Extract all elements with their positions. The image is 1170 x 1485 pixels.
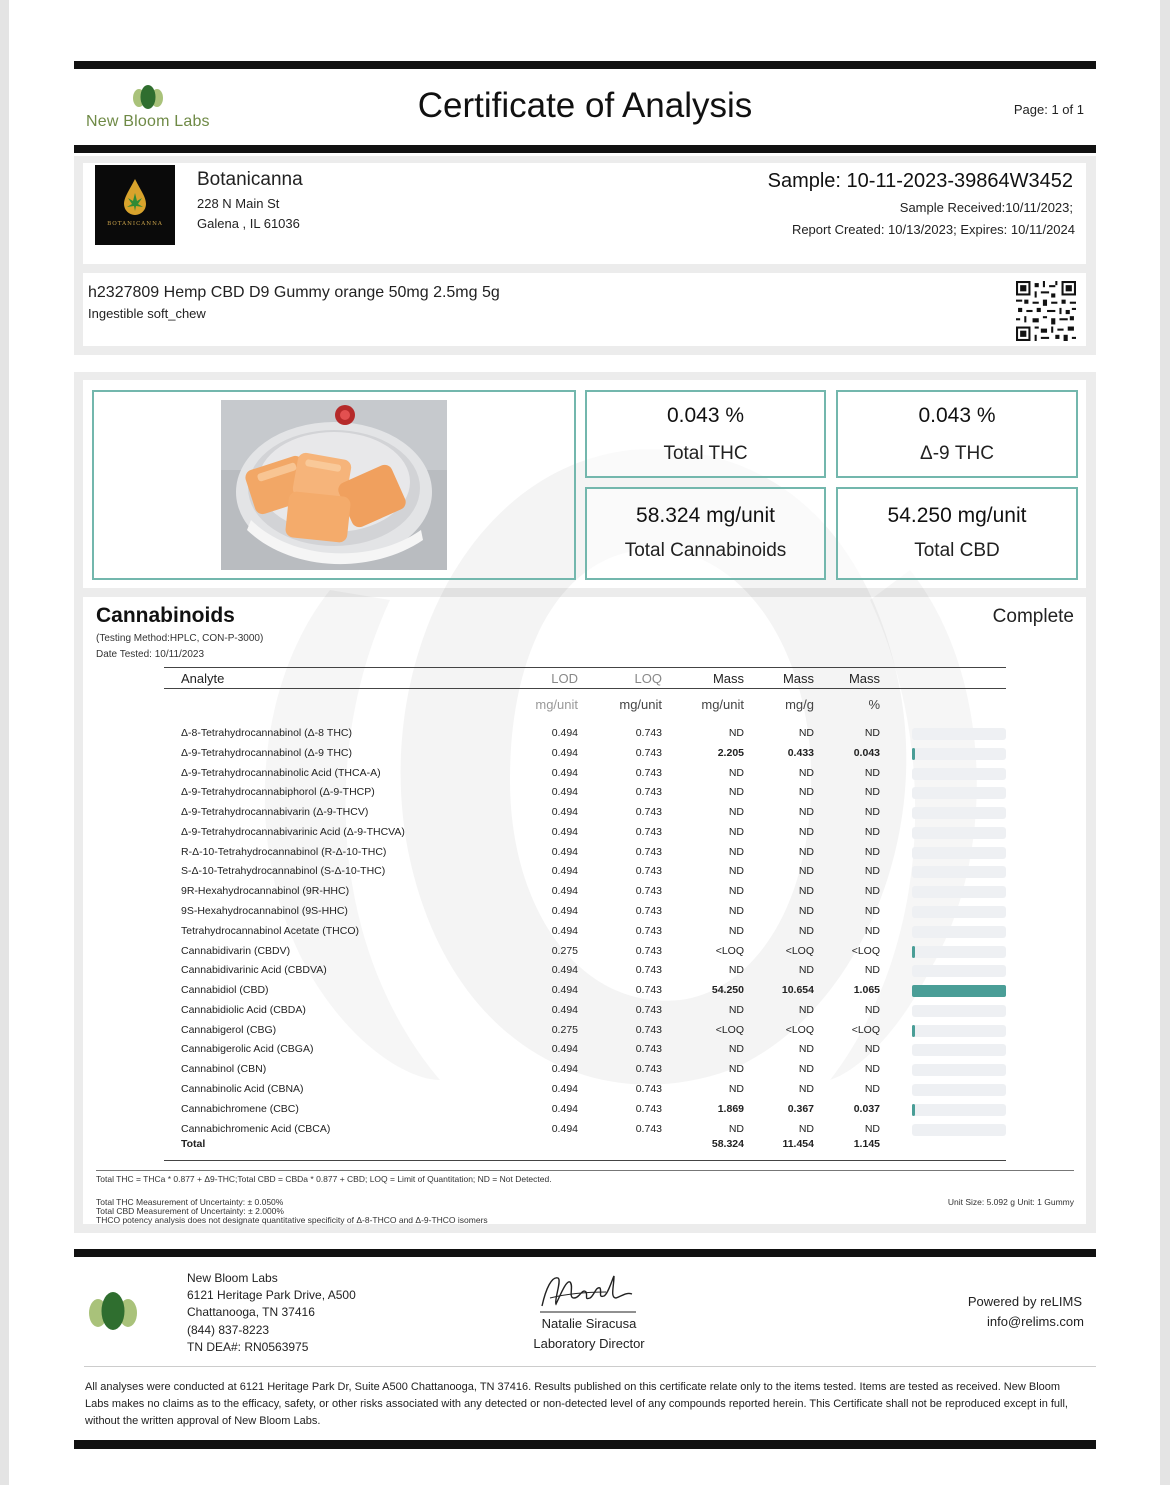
- cell-loq: 0.743: [635, 1043, 662, 1056]
- cell-mg-g: <LOQ: [785, 944, 814, 957]
- total-cbd-label: Total CBD: [914, 540, 1000, 561]
- cell-analyte: Δ-9-Tetrahydrocannabinolic Acid (THCA-A): [181, 766, 381, 779]
- cell-lod: 0.494: [551, 825, 578, 838]
- drop-logo-icon: [120, 177, 150, 217]
- header-top-bar: [74, 61, 1096, 69]
- total-pct: 1.145: [853, 1138, 880, 1150]
- cell-mg-g: ND: [798, 865, 814, 878]
- date-tested: Date Tested: 10/11/2023: [96, 649, 205, 660]
- delta9-thc-value: 0.043 %: [918, 404, 996, 427]
- cell-lod: 0.494: [551, 766, 578, 779]
- cell-mg-g: 10.654: [781, 984, 814, 997]
- cell-mg-unit: ND: [728, 865, 744, 878]
- page-title: Certificate of Analysis: [417, 86, 753, 125]
- summary-total-thc: [585, 390, 826, 478]
- leaf-logo-icon: [130, 84, 166, 110]
- cell-mg-unit: 1.869: [717, 1102, 744, 1115]
- unit-size: Unit Size: 5.092 g Unit: 1 Gummy: [947, 1197, 1074, 1207]
- signer-title: Laboratory Director: [533, 1336, 645, 1351]
- section-title: Cannabinoids: [96, 604, 235, 627]
- level-bar-fill: [912, 985, 1006, 997]
- cell-mg-unit: ND: [728, 1043, 744, 1056]
- unit-lod: mg/unit: [535, 697, 578, 712]
- col-analyte: Analyte: [181, 671, 225, 686]
- level-bar-track: [912, 1084, 1006, 1096]
- cell-lod: 0.494: [551, 845, 578, 858]
- testing-method: (Testing Method:HPLC, CON-P-3000): [96, 633, 264, 644]
- cell-mg-g: ND: [798, 1003, 814, 1016]
- cell-loq: 0.743: [635, 845, 662, 858]
- cell-pct: 1.065: [853, 984, 880, 997]
- cell-loq: 0.743: [635, 1083, 662, 1096]
- cell-lod: 0.494: [551, 865, 578, 878]
- level-bar-track: [912, 748, 1006, 760]
- cell-pct: ND: [864, 806, 880, 819]
- client-logo: [95, 165, 175, 245]
- cell-lod: 0.494: [551, 1043, 578, 1056]
- cell-lod: 0.494: [551, 924, 578, 937]
- cell-analyte: Cannabidivarinic Acid (CBDVA): [181, 964, 327, 977]
- cell-analyte: S-Δ-10-Tetrahydrocannabinol (S-Δ-10-THC): [181, 865, 386, 878]
- footer-bottom-bar: [74, 1440, 1096, 1449]
- level-bar-track: [912, 827, 1006, 839]
- cell-mg-g: ND: [798, 845, 814, 858]
- notes-rule: [96, 1170, 1074, 1171]
- cell-pct: ND: [864, 1083, 880, 1096]
- level-bar-track: [912, 926, 1006, 938]
- level-bar-track: [912, 965, 1006, 977]
- level-bar-fill: [912, 748, 915, 760]
- cell-mg-g: ND: [798, 924, 814, 937]
- cell-mg-g: ND: [798, 1063, 814, 1076]
- cell-mg-unit: ND: [728, 924, 744, 937]
- cell-analyte: Δ-9-Tetrahydrocannabiphorol (Δ-9-THCP): [181, 786, 375, 799]
- product-name: h2327809 Hemp CBD D9 Gummy orange 50mg 2.5mg 5g: [88, 284, 500, 301]
- col-mass-pct: Mass: [848, 671, 880, 686]
- cell-mg-unit: <LOQ: [715, 944, 744, 957]
- cell-analyte: Cannabidiol (CBD): [181, 984, 269, 997]
- cell-loq: 0.743: [635, 905, 662, 918]
- cell-mg-unit: 2.205: [717, 746, 744, 759]
- cell-analyte: Cannabidivarin (CBDV): [181, 944, 291, 957]
- client-logo-text: BOTANICANNA: [107, 221, 163, 227]
- cell-lod: 0.494: [551, 1063, 578, 1076]
- cell-lod: 0.494: [551, 1102, 578, 1115]
- page-edge-left: [0, 0, 9, 1485]
- cell-mg-unit: ND: [728, 905, 744, 918]
- cell-analyte: Cannabichromene (CBC): [181, 1102, 299, 1115]
- cell-mg-unit: ND: [728, 806, 744, 819]
- unit-loq: mg/unit: [619, 697, 662, 712]
- cell-mg-unit: ND: [728, 885, 744, 898]
- footer-top-bar: [74, 1249, 1096, 1257]
- cell-mg-g: ND: [798, 766, 814, 779]
- level-bar-track: [912, 946, 1006, 958]
- unit-mass-mg-unit: mg/unit: [701, 697, 744, 712]
- summary-delta9-thc: [836, 390, 1078, 478]
- uncertainty-thc: Total THC Measurement of Uncertainty: ± 0.050%: [96, 1197, 284, 1207]
- cell-lod: 0.494: [551, 746, 578, 759]
- cell-mg-unit: ND: [728, 786, 744, 799]
- total-cannabinoids-value: 58.324 mg/unit: [636, 504, 775, 527]
- cell-loq: 0.743: [635, 885, 662, 898]
- cell-mg-g: ND: [798, 806, 814, 819]
- level-bar-fill: [912, 1104, 915, 1116]
- col-loq: LOQ: [634, 671, 662, 686]
- sample-id: Sample: 10-11-2023-39864W3452: [767, 170, 1073, 192]
- report-dates: Report Created: 10/13/2023; Expires: 10/11/2024: [791, 222, 1075, 237]
- cell-mg-g: <LOQ: [785, 1023, 814, 1036]
- client-name: Botanicanna: [197, 169, 303, 190]
- cell-pct: ND: [864, 964, 880, 977]
- cell-lod: 0.494: [551, 727, 578, 739]
- cell-lod: 0.494: [551, 1122, 578, 1135]
- cell-loq: 0.743: [635, 727, 662, 739]
- cell-lod: 0.275: [551, 944, 578, 957]
- cell-loq: 0.743: [635, 1003, 662, 1016]
- cell-pct: 0.043: [853, 746, 880, 759]
- level-bar-track: [912, 1005, 1006, 1017]
- signature-image: [536, 1268, 640, 1314]
- cell-loq: 0.743: [635, 984, 662, 997]
- cell-pct: ND: [864, 786, 880, 799]
- total-mg-g: 11.454: [782, 1138, 814, 1150]
- cell-mg-g: ND: [798, 905, 814, 918]
- cell-pct: ND: [864, 865, 880, 878]
- cell-loq: 0.743: [635, 1122, 662, 1135]
- footer-dea: TN DEA#: RN0563975: [187, 1340, 309, 1354]
- cell-analyte: 9S-Hexahydrocannabinol (9S-HHC): [181, 905, 348, 918]
- footer-address1: 6121 Heritage Park Drive, A500: [187, 1288, 356, 1302]
- cell-loq: 0.743: [635, 806, 662, 819]
- cell-pct: ND: [864, 845, 880, 858]
- cell-mg-unit: ND: [728, 766, 744, 779]
- cell-analyte: Cannabinolic Acid (CBNA): [181, 1083, 304, 1096]
- cell-pct: ND: [864, 1122, 880, 1135]
- cell-analyte: Δ-9-Tetrahydrocannabinol (Δ-9 THC): [181, 746, 353, 759]
- uncertainty-cbd: Total CBD Measurement of Uncertainty: ± 2.000%: [96, 1206, 284, 1216]
- level-bar-track: [912, 985, 1006, 997]
- cell-pct: <LOQ: [851, 944, 880, 957]
- cell-loq: 0.743: [635, 924, 662, 937]
- cell-pct: ND: [864, 905, 880, 918]
- header-bottom-bar: [74, 145, 1096, 153]
- product-photo: [221, 400, 447, 570]
- level-bar-track: [912, 1064, 1006, 1076]
- table-bottom-rule: [164, 1160, 1006, 1161]
- cell-mg-unit: ND: [728, 1122, 744, 1135]
- cell-mg-g: ND: [798, 964, 814, 977]
- cell-mg-unit: 54.250: [711, 984, 744, 997]
- total-cannabinoids-label: Total Cannabinoids: [624, 540, 787, 561]
- cell-lod: 0.494: [551, 1083, 578, 1096]
- cell-mg-unit: ND: [728, 1083, 744, 1096]
- cell-lod: 0.494: [551, 1003, 578, 1016]
- unit-mass-pct: %: [868, 697, 880, 712]
- footer-divider: [84, 1366, 1096, 1367]
- level-bar-track: [912, 1025, 1006, 1037]
- cell-analyte: Δ-9-Tetrahydrocannabivarin (Δ-9-THCV): [181, 806, 369, 819]
- cell-loq: 0.743: [635, 865, 662, 878]
- cell-pct: ND: [864, 727, 880, 739]
- contact-email[interactable]: info@relims.com: [987, 1314, 1084, 1329]
- cell-loq: 0.743: [635, 1063, 662, 1076]
- cell-analyte: Cannabigerolic Acid (CBGA): [181, 1043, 314, 1056]
- level-bar-track: [912, 1104, 1006, 1116]
- cell-pct: ND: [864, 1063, 880, 1076]
- cell-pct: ND: [864, 825, 880, 838]
- cell-analyte: Tetrahydrocannabinol Acetate (THCO): [181, 924, 360, 937]
- cell-mg-g: ND: [798, 1122, 814, 1135]
- level-bar-track: [912, 906, 1006, 918]
- lab-logo-text: New Bloom Labs: [86, 113, 210, 130]
- status-badge: Complete: [992, 606, 1074, 627]
- cell-pct: ND: [864, 885, 880, 898]
- level-bar-track: [912, 807, 1006, 819]
- cell-mg-g: 0.367: [787, 1102, 814, 1115]
- table-top-rule: [164, 667, 1006, 668]
- cell-lod: 0.494: [551, 984, 578, 997]
- total-thc-label: Total THC: [663, 443, 748, 464]
- cell-analyte: Cannabidiolic Acid (CBDA): [181, 1003, 306, 1016]
- level-bar-track: [912, 728, 1006, 740]
- summary-total-cbd: [836, 487, 1078, 580]
- total-mg-unit: 58.324: [711, 1138, 744, 1150]
- cell-mg-g: ND: [798, 1083, 814, 1096]
- cell-loq: 0.743: [635, 766, 662, 779]
- cell-lod: 0.494: [551, 885, 578, 898]
- level-bar-track: [912, 847, 1006, 859]
- cell-loq: 0.743: [635, 825, 662, 838]
- cell-pct: <LOQ: [851, 1023, 880, 1036]
- cell-analyte: Cannabichromenic Acid (CBCA): [181, 1122, 331, 1135]
- cell-analyte: R-Δ-10-Tetrahydrocannabinol (R-Δ-10-THC): [181, 845, 387, 858]
- cell-analyte: Δ-8-Tetrahydrocannabinol (Δ-8 THC): [181, 727, 353, 739]
- cell-lod: 0.275: [551, 1023, 578, 1036]
- cell-mg-unit: ND: [728, 727, 744, 739]
- footer-lab-name: New Bloom Labs: [187, 1271, 278, 1285]
- powered-by: Powered by reLIMS: [967, 1294, 1082, 1309]
- level-bar-track: [912, 787, 1006, 799]
- cell-mg-g: ND: [798, 885, 814, 898]
- col-mass-mg-g: Mass: [782, 671, 814, 686]
- cell-analyte: Cannabigerol (CBG): [181, 1023, 277, 1036]
- cell-mg-g: ND: [798, 786, 814, 799]
- footer-address2: Chattanooga, TN 37416: [187, 1305, 315, 1319]
- cell-lod: 0.494: [551, 964, 578, 977]
- col-mass-mg-unit: Mass: [712, 671, 744, 686]
- thco-note: THCO potency analysis does not designate quantitative specificity of Δ-8-THCO and Δ-9-THCO isomers: [96, 1215, 488, 1225]
- cell-mg-g: ND: [798, 1043, 814, 1056]
- level-bar-track: [912, 1044, 1006, 1056]
- cell-loq: 0.743: [635, 944, 662, 957]
- level-bar-track: [912, 866, 1006, 878]
- total-label: Total: [181, 1138, 206, 1150]
- cell-lod: 0.494: [551, 905, 578, 918]
- cell-pct: 0.037: [853, 1102, 880, 1115]
- cell-analyte: Cannabinol (CBN): [181, 1063, 267, 1076]
- table-header-rule: [164, 688, 1006, 689]
- formula-note: Total THC = THCa * 0.877 + Δ9-THC;Total CBD = CBDa * 0.877 + CBD; LOQ = Limit of Quantitation; ND = Not Detected.: [96, 1174, 552, 1184]
- level-bar-track: [912, 768, 1006, 780]
- cell-mg-g: ND: [798, 825, 814, 838]
- client-address-line1: 228 N Main St: [197, 196, 280, 211]
- signer-name: Natalie Siracusa: [541, 1316, 637, 1331]
- disclaimer: All analyses were conducted at 6121 Heritage Park Dr, Suite A500 Chattanooga, TN 37416. Results published on this certificate relate only to the items tested. Items are tested as received. New Bloom Labs makes no claims as to the efficacy, safety, or other risks associated with any detected or non-detected level of any compounds reported herein. This Certificate shall not be reproduced except in full, without the written approval of New Bloom Labs.: [85, 1381, 1068, 1427]
- cell-mg-unit: ND: [728, 964, 744, 977]
- unit-mass-mg-g: mg/g: [785, 697, 814, 712]
- qr-code-icon: [1016, 281, 1076, 341]
- cell-mg-unit: ND: [728, 1003, 744, 1016]
- level-bar-fill: [912, 1025, 915, 1037]
- cell-pct: ND: [864, 924, 880, 937]
- level-bar-track: [912, 886, 1006, 898]
- cell-lod: 0.494: [551, 786, 578, 799]
- level-bar-track: [912, 1124, 1006, 1136]
- cell-mg-unit: ND: [728, 825, 744, 838]
- cell-loq: 0.743: [635, 1102, 662, 1115]
- cell-loq: 0.743: [635, 786, 662, 799]
- cell-mg-unit: ND: [728, 845, 744, 858]
- page-number: Page: 1 of 1: [1013, 102, 1084, 117]
- product-type: Ingestible soft_chew: [88, 306, 206, 321]
- summary-total-cannabinoids: [585, 487, 826, 580]
- total-thc-value: 0.043 %: [666, 404, 745, 427]
- footer-leaf-logo-icon: [86, 1290, 140, 1332]
- cell-pct: ND: [864, 766, 880, 779]
- cell-mg-unit: <LOQ: [715, 1023, 744, 1036]
- cell-mg-unit: ND: [728, 1063, 744, 1076]
- delta9-thc-label: Δ-9 THC: [920, 443, 994, 464]
- page-edge-right: [1160, 0, 1170, 1485]
- footer-phone: (844) 837-8223: [187, 1323, 270, 1337]
- cell-pct: ND: [864, 1043, 880, 1056]
- cell-mg-g: 0.433: [787, 746, 814, 759]
- cell-loq: 0.743: [635, 964, 662, 977]
- cell-loq: 0.743: [635, 1023, 662, 1036]
- cell-pct: ND: [864, 1003, 880, 1016]
- cell-mg-g: ND: [798, 727, 814, 739]
- cell-loq: 0.743: [635, 746, 662, 759]
- cell-lod: 0.494: [551, 806, 578, 819]
- cell-analyte: 9R-Hexahydrocannabinol (9R-HHC): [181, 885, 350, 898]
- cell-analyte: Δ-9-Tetrahydrocannabivarinic Acid (Δ-9-THCVA): [181, 825, 405, 838]
- col-lod: LOD: [551, 671, 578, 686]
- sample-received: Sample Received:10/11/2023;: [899, 200, 1073, 215]
- total-cbd-value: 54.250 mg/unit: [887, 504, 1027, 527]
- level-bar-fill: [912, 946, 915, 958]
- client-address-line2: Galena , IL 61036: [197, 216, 300, 231]
